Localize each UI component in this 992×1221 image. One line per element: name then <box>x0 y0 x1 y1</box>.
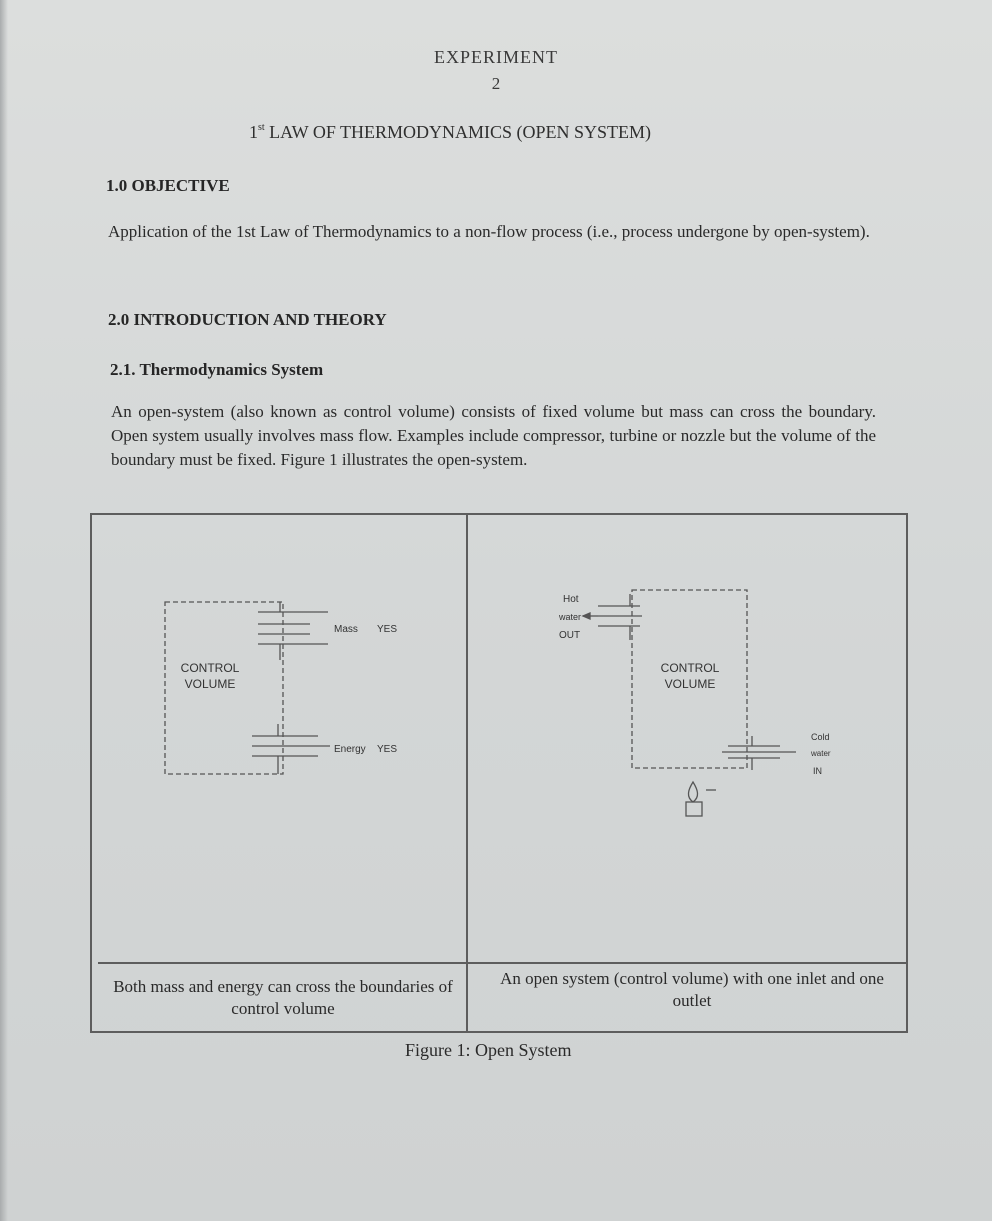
right-cv-label-2: VOLUME <box>664 677 716 691</box>
heater-flame-icon <box>686 782 716 816</box>
mass-label: Mass <box>334 624 358 635</box>
hot-label-3: OUT <box>559 630 581 641</box>
right-figure-caption: An open system (control volume) with one inlet and one outlet <box>500 969 884 1010</box>
objective-heading: 1.0 OBJECTIVE <box>106 176 230 195</box>
cold-label-1: Cold <box>811 732 830 742</box>
intro-heading: 2.0 INTRODUCTION AND THEORY <box>108 310 387 329</box>
experiment-label: EXPERIMENT <box>434 47 558 67</box>
left-cv-label-2: VOLUME <box>184 677 236 691</box>
mass-value: YES <box>377 624 398 635</box>
right-cv-label-1: CONTROL <box>660 661 720 675</box>
right-diagram <box>583 590 796 816</box>
objective-text: Application of the 1st Law of Thermodynamics to a non-flow process (i.e., process undergone by open-system). <box>108 222 870 241</box>
cold-label-2: water <box>811 749 831 758</box>
experiment-number: 2 <box>491 74 501 93</box>
hot-label-1: Hot <box>563 594 579 605</box>
hot-label-2: water <box>559 612 582 622</box>
energy-value: YES <box>377 744 398 755</box>
system-subheading: 2.1. Thermodynamics System <box>110 360 324 379</box>
left-figure-caption: Both mass and energy can cross the boundaries of control volume <box>113 977 453 1018</box>
cold-label-3: IN <box>813 766 822 776</box>
title-superscript: st <box>257 122 265 133</box>
energy-label: Energy <box>334 744 366 755</box>
cold-water-inlet-pipe <box>722 736 796 770</box>
energy-flow-pipes <box>252 724 330 774</box>
left-cv-label-1: CONTROL <box>180 661 240 675</box>
hot-water-outlet-pipe <box>583 594 642 640</box>
intro-text: An open-system (also known as control volume) consists of fixed volume but mass can cross the boundary. Open system usually involves mass flow. Examples include compressor, turbine or nozzle but the volume of the boundary must be fixed. Figure 1 illustrates the open-system. <box>111 402 876 469</box>
title-prefix: 1 <box>248 122 258 142</box>
mass-flow-pipes <box>258 602 328 660</box>
title-rest: LAW OF THERMODYNAMICS (OPEN SYSTEM) <box>264 122 652 142</box>
figure-caption: Figure 1: Open System <box>405 1040 572 1060</box>
